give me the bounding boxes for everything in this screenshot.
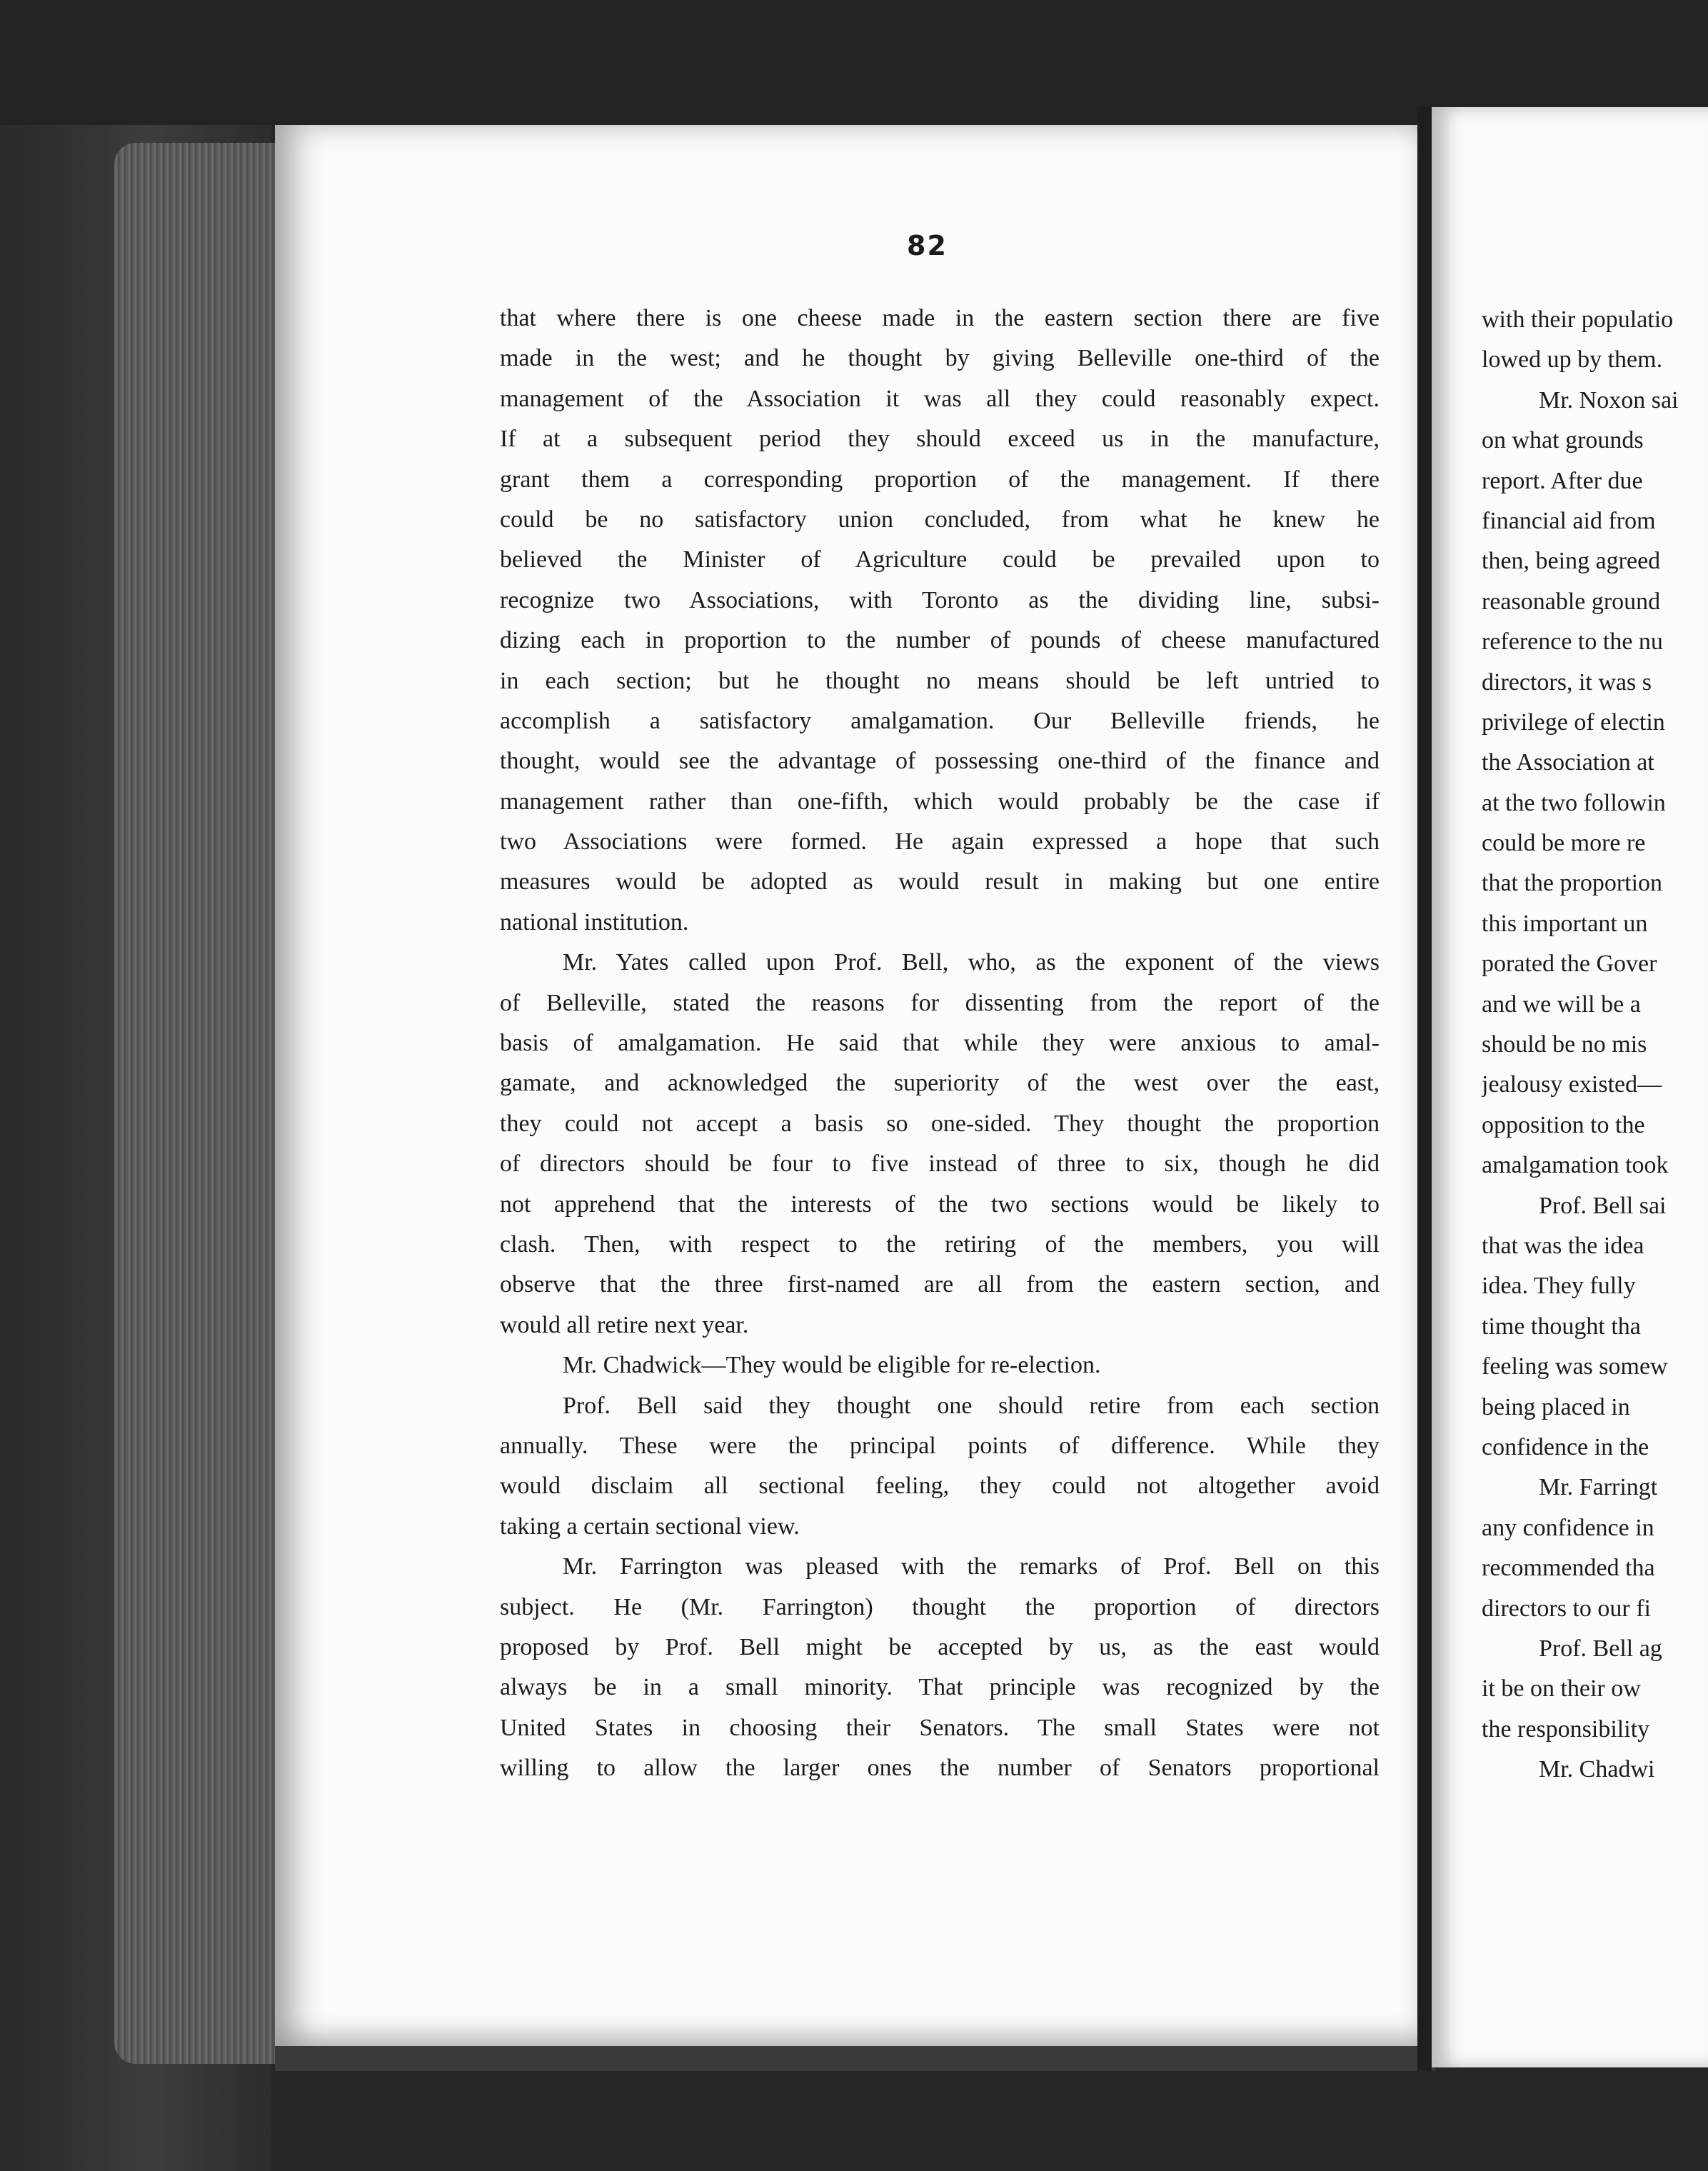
text-line: and we will be a [1482, 991, 1641, 1018]
text-line: two Associations were formed. He again expressed a hope that such [500, 828, 1380, 856]
text-line: recognize two Associations, with Toronto as the dividing line, subsi- [500, 586, 1380, 613]
right-page [1432, 107, 1708, 2067]
text-line: lowed up by them. [1482, 346, 1663, 373]
text-line: time thought tha [1482, 1313, 1641, 1340]
book-gutter [1417, 107, 1432, 2071]
text-line: idea. They fully [1482, 1273, 1636, 1300]
text-line: clash. Then, with respect to the retiring of the members, you will [500, 1230, 1380, 1258]
text-line: could be no satisfactory union concluded, from what he knew he [500, 506, 1380, 533]
text-line: feeling was somew [1482, 1353, 1668, 1380]
text-line: that where there is one cheese made in the eastern section there are five [500, 305, 1380, 331]
text-line: should be no mis [1482, 1031, 1647, 1058]
text-line: basis of amalgamation. He said that while they were anxious to amal- [500, 1030, 1380, 1057]
text-line: taking a certain sectional view. [500, 1513, 800, 1540]
text-line: this important un [1482, 910, 1648, 937]
text-line: financial aid from [1482, 507, 1656, 534]
text-line: that the proportion [1482, 870, 1663, 897]
text-line: Mr. Farrington was pleased with the remarks of Prof. Bell on this [563, 1553, 1380, 1580]
text-line: annually. These were the principal points of difference. While they [500, 1432, 1380, 1459]
text-line: jealousy existed— [1482, 1071, 1662, 1098]
text-line: in each section; but he thought no means should be left untried to [500, 667, 1380, 694]
text-line: that was the idea [1482, 1232, 1644, 1259]
text-line: privilege of electin [1482, 708, 1665, 736]
text-line: management of the Association it was all they could reasonably expect. [500, 385, 1380, 412]
text-line: opposition to the [1482, 1111, 1645, 1138]
text-line: willing to allow the larger ones the number of Senators proportional [500, 1755, 1380, 1782]
text-line: measures would be adopted as would result in making but one entire [500, 868, 1380, 896]
text-line: dizing each in proportion to the number of pounds of cheese manufactured [500, 627, 1380, 654]
text-line: made in the west; and he thought by giving Belleville one-third of the [500, 345, 1380, 372]
text-line: directors to our fi [1482, 1595, 1651, 1622]
text-line: porated the Gover [1482, 951, 1657, 978]
text-line: United States in choosing their Senators. The small States were not [500, 1714, 1380, 1741]
page-number: 82 [907, 230, 948, 261]
text-line: with their populatio [1482, 306, 1674, 333]
text-line: Mr. Chadwick—They would be eligible for re-election. [563, 1352, 1101, 1379]
text-line: directors, it was s [1482, 668, 1652, 696]
right-page-text [1482, 300, 1708, 1790]
text-line: of directors should be four to five instead of three to six, though he did [500, 1150, 1380, 1178]
text-line: grant them a corresponding proportion of the management. If there [500, 466, 1380, 493]
text-line: the Association at [1482, 749, 1654, 776]
text-line: proposed by Prof. Bell might be accepted by us, as the east would [500, 1633, 1380, 1660]
text-line: it be on their ow [1482, 1675, 1641, 1703]
text-line: not apprehend that the interests of the two sections would be likely to [500, 1190, 1380, 1218]
text-line: could be more re [1482, 830, 1646, 857]
text-line: of Belleville, stated the reasons for dissenting from the report of the [500, 989, 1380, 1016]
text-line: reasonable ground [1482, 588, 1661, 615]
text-line: believed the Minister of Agriculture could be prevailed upon to [500, 546, 1380, 573]
text-line: If at a subsequent period they should exceed us in the manufacture, [500, 426, 1380, 453]
text-line: would disclaim all sectional feeling, they could not altogether avoid [500, 1473, 1380, 1500]
text-line: national institution. [500, 908, 689, 936]
page-edges [114, 143, 275, 2064]
text-line: Mr. Chadwi [1539, 1756, 1655, 1783]
text-line: amalgamation took [1482, 1152, 1669, 1179]
text-line: recommended tha [1482, 1555, 1655, 1582]
text-line: reference to the nu [1482, 628, 1663, 656]
text-line: accomplish a satisfactory amalgamation. Our Belleville friends, he [500, 707, 1380, 734]
text-line: always be in a small minority. That principle was recognized by the [500, 1674, 1380, 1701]
text-line: on what grounds [1482, 427, 1644, 454]
text-line: thought, would see the advantage of possessing one-third of the finance and [500, 748, 1380, 775]
text-line: would all retire next year. [500, 1311, 749, 1338]
text-line: observe that the three first-named are all from the eastern section, and [500, 1271, 1380, 1298]
page-bottom-edge [275, 2046, 1435, 2071]
text-line: Mr. Noxon sai [1539, 386, 1679, 413]
left-page-text [500, 299, 1380, 1788]
text-line: Prof. Bell sai [1539, 1192, 1667, 1219]
scan-backdrop [0, 0, 1708, 125]
text-line: Prof. Bell said they thought one should retire from each section [563, 1392, 1380, 1419]
text-line: management rather than one-fifth, which would probably be the case if [500, 788, 1380, 815]
text-line: any confidence in [1482, 1514, 1654, 1541]
text-line: they could not accept a basis so one-sided. They thought the proportion [500, 1110, 1380, 1137]
text-line: subject. He (Mr. Farrington) thought the proportion of directors [500, 1593, 1380, 1620]
text-line: Mr. Yates called upon Prof. Bell, who, as the exponent of the views [563, 949, 1380, 976]
text-line: being placed in [1482, 1393, 1630, 1420]
text-line: report. After due [1482, 467, 1643, 494]
text-line: Mr. Farringt [1539, 1474, 1658, 1501]
text-line: confidence in the [1482, 1433, 1649, 1460]
text-line: at the two followin [1482, 789, 1666, 816]
text-line: the responsibility [1482, 1715, 1650, 1743]
text-line: gamate, and acknowledged the superiority of the west over the east, [500, 1070, 1380, 1097]
text-line: Prof. Bell ag [1539, 1635, 1662, 1662]
text-line: then, being agreed [1482, 548, 1661, 575]
